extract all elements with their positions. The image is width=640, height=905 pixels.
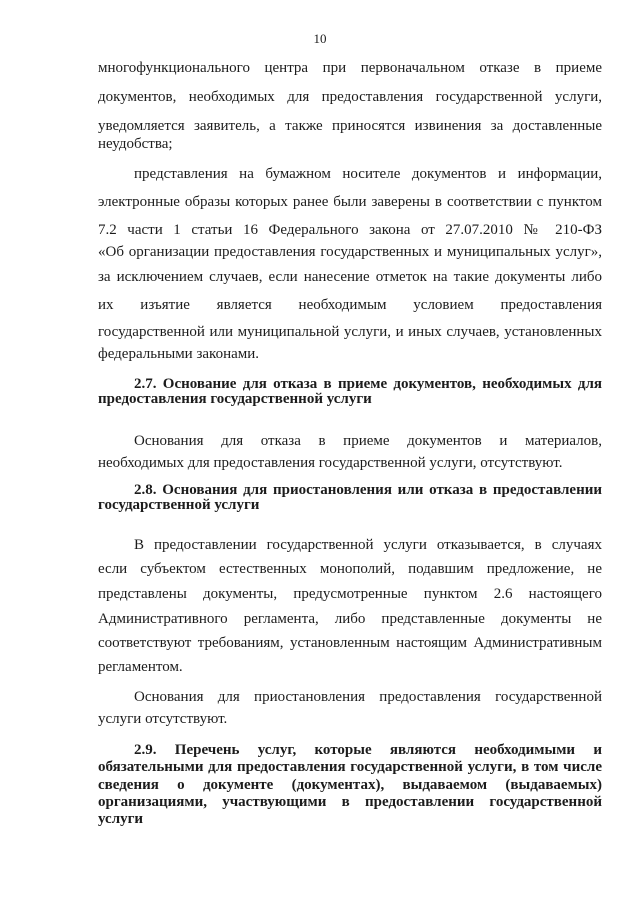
section-heading-2-9: 2.9. Перечень услуг, которые являются необходимыми и: [134, 742, 602, 758]
section-heading-2-8: 2.8. Основания для приостановления или отказа в предоставлении: [134, 482, 602, 498]
text-line: представлены документы, предусмотренные пунктом 2.6 настоящего: [98, 586, 602, 602]
text-line: соответствуют требованиям, установленным настоящим Административным: [98, 635, 602, 651]
page-number: 10: [313, 31, 327, 46]
text-line: многофункционального центра при первоначальном отказе в приеме: [98, 60, 602, 76]
text-line: 7.2 части 1 статьи 16 Федерального закона от 27.07.2010 № 210-ФЗ: [98, 222, 602, 238]
section-heading-2-9-cont: услуги: [98, 811, 144, 827]
text-line: необходимых для предоставления государственной услуги, отсутствуют.: [98, 455, 563, 471]
section-heading-2-7: 2.7. Основание для отказа в приеме документов, необходимых для: [134, 376, 602, 392]
text-line: неудобства;: [98, 136, 173, 152]
text-line: если субъектом естественных монополий, подавшим предложение, не: [98, 561, 602, 577]
text-line: регламентом.: [98, 659, 183, 675]
text-line: услуги отсутствуют.: [98, 711, 228, 727]
text-line: Административного регламента, либо представленные документы не: [98, 611, 602, 627]
text-line: электронные образы которых ранее были заверены в соответствии с пунктом: [98, 194, 602, 210]
section-heading-2-9-cont: организациями, участвующими в предоставлении государственной: [98, 794, 602, 810]
section-heading-2-9-cont: сведения о документе (документах), выдаваемом (выдаваемых): [98, 777, 602, 793]
text-line: представления на бумажном носителе документов и информации,: [134, 166, 602, 182]
text-line: за исключением случаев, если нанесение отметок на такие документы либо: [98, 269, 602, 285]
text-line: документов, необходимых для предоставления государственной услуги,: [98, 89, 602, 105]
section-heading-2-8-cont: государственной услуги: [98, 497, 260, 513]
text-line: Основания для отказа в приеме документов и материалов,: [134, 433, 602, 449]
text-line: государственной или муниципальной услуги, и иных случаев, установленных: [98, 324, 602, 340]
section-heading-2-9-cont: обязательными для предоставления государственной услуги, в том числе: [98, 759, 602, 775]
text-line: «Об организации предоставления государственных и муниципальных услуг»,: [98, 244, 602, 260]
text-line: уведомляется заявитель, а также приносятся извинения за доставленные: [98, 118, 602, 134]
section-heading-2-7-cont: предоставления государственной услуги: [98, 391, 372, 407]
text-line: федеральными законами.: [98, 346, 260, 362]
text-line: Основания для приостановления предоставления государственной: [134, 689, 602, 705]
text-line: В предоставлении государственной услуги отказывается, в случаях: [134, 537, 602, 553]
text-line: их изъятие является необходимым условием предоставления: [98, 297, 602, 313]
